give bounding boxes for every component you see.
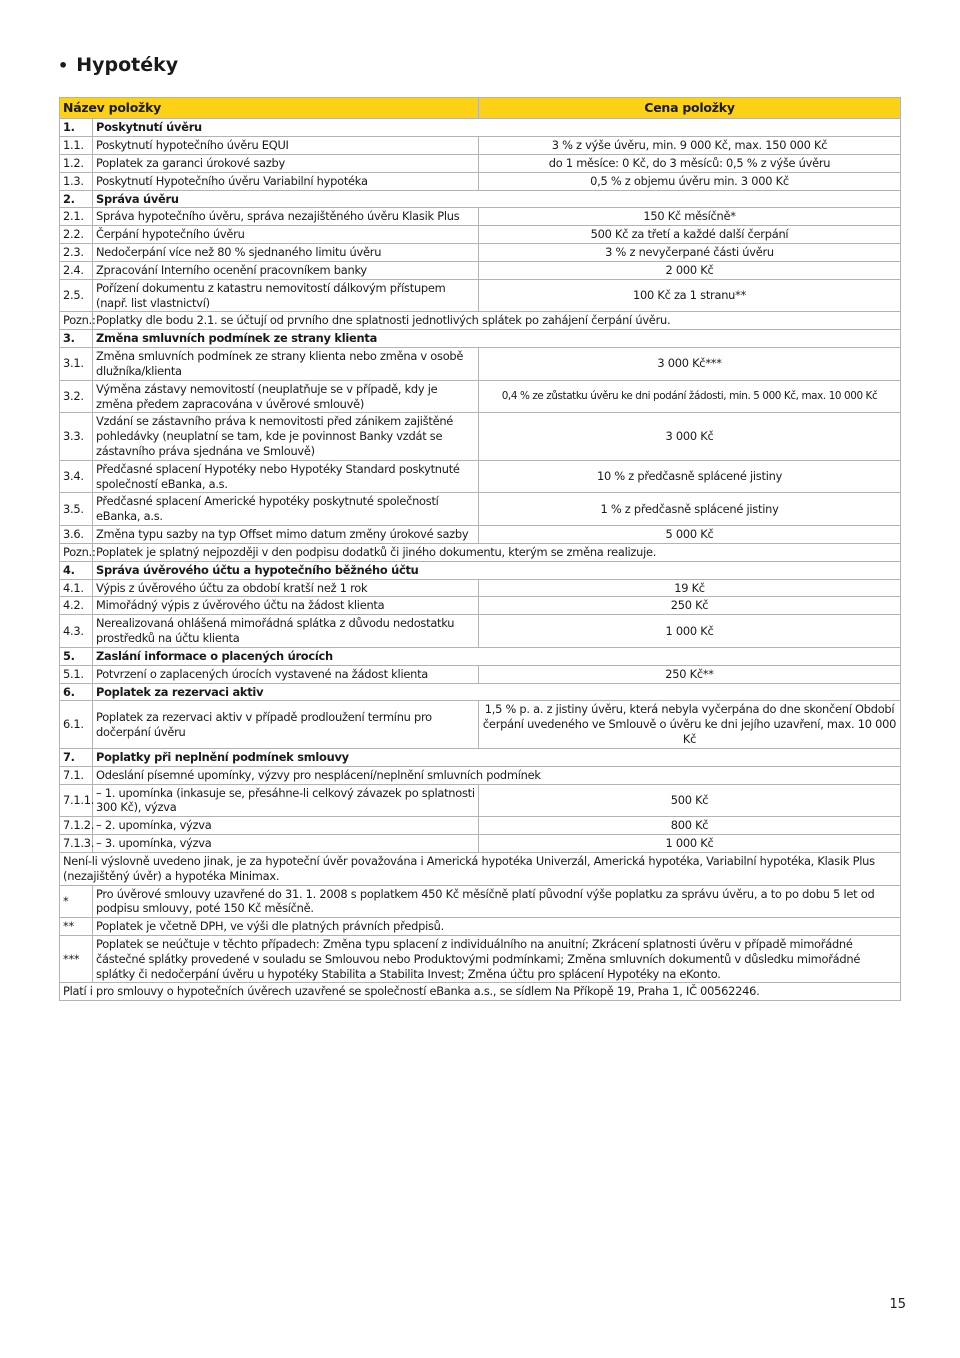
row-label: Výměna zástavy nemovitostí (neuplatňuje se v případě, kdy je změna předem zapracována v úvěrové smlouvě) — [93, 380, 479, 413]
row-number: 3.6. — [60, 526, 93, 544]
row-number: 7. — [60, 748, 93, 766]
row-price: 19 Kč — [479, 579, 901, 597]
row-label: Změna typu sazby na typ Offset mimo datum změny úrokové sazby — [93, 526, 479, 544]
table-row — [60, 154, 901, 172]
row-number: 7.1.1. — [60, 784, 93, 817]
table-row — [60, 597, 901, 615]
row-price: 0,5 % z objemu úvěru min. 3 000 Kč — [479, 172, 901, 190]
row-price: 100 Kč za 1 stranu** — [479, 279, 901, 312]
row-label: Správa hypotečního úvěru, správa nezajištěného úvěru Klasik Plus — [93, 208, 479, 226]
table-row — [60, 579, 901, 597]
table-row — [60, 261, 901, 279]
footnote-row — [60, 918, 901, 936]
row-price: 250 Kč** — [479, 665, 901, 683]
row-number: 7.1. — [60, 766, 93, 784]
table-row — [60, 784, 901, 817]
row-price: 3 000 Kč*** — [479, 348, 901, 381]
row-label: Poskytnutí hypotečního úvěru EQUI — [93, 137, 479, 155]
row-label: – 3. upomínka, výzva — [93, 835, 479, 853]
row-price: 1 000 Kč — [479, 615, 901, 648]
row-number: 6.1. — [60, 701, 93, 748]
row-number: 3.5. — [60, 493, 93, 526]
table-row — [60, 226, 901, 244]
note-text: Poplatek je splatný nejpozději v den podpisu dodatků či jiného dokumentu, kterým se změna realizuje. — [93, 543, 901, 561]
footnote-row — [60, 936, 901, 983]
row-label: Změna smluvních podmínek ze strany klienta — [93, 330, 901, 348]
note-text: Poplatky dle bodu 2.1. se účtují od prvního dne splatnosti jednotlivých splátek po zahájení čerpání úvěru. — [93, 312, 901, 330]
footnote-mark: * — [60, 885, 93, 918]
row-number: 1.2. — [60, 154, 93, 172]
footnote-row — [60, 885, 901, 918]
section-row — [60, 119, 901, 137]
price-table — [59, 97, 901, 1001]
table-row — [60, 137, 901, 155]
row-number: 3.2. — [60, 380, 93, 413]
row-number: 2.5. — [60, 279, 93, 312]
table-row — [60, 615, 901, 648]
header-price: Cena položky — [479, 98, 901, 119]
bullet-icon: • — [58, 55, 69, 75]
table-row — [60, 766, 901, 784]
table-row — [60, 835, 901, 853]
section-heading — [58, 54, 178, 76]
row-number: 3.4. — [60, 460, 93, 493]
row-number: 4.1. — [60, 579, 93, 597]
row-price: 150 Kč měsíčně* — [479, 208, 901, 226]
row-number: 4.2. — [60, 597, 93, 615]
row-number: 2.3. — [60, 244, 93, 262]
footnote-text: Pro úvěrové smlouvy uzavřené do 31. 1. 2008 s poplatkem 450 Kč měsíčně platí původní výše poplatku za správu úvěru, a to po dobu 5 let od podpisu smlouvy, poté 150 Kč měsíčně. — [93, 885, 901, 918]
row-price: 500 Kč za třetí a každé další čerpání — [479, 226, 901, 244]
row-price: 3 % z výše úvěru, min. 9 000 Kč, max. 150 000 Kč — [479, 137, 901, 155]
table-row — [60, 665, 901, 683]
section-row — [60, 683, 901, 701]
row-number: 2.1. — [60, 208, 93, 226]
row-number: 1. — [60, 119, 93, 137]
table-row — [60, 413, 901, 460]
row-price: 2 000 Kč — [479, 261, 901, 279]
row-price: 0,4 % ze zůstatku úvěru ke dni podání žádosti, min. 5 000 Kč, max. 10 000 Kč — [479, 380, 901, 413]
row-number: 6. — [60, 683, 93, 701]
row-label: Poplatky při neplnění podmínek smlouvy — [93, 748, 901, 766]
row-label: Správa úvěru — [93, 190, 901, 208]
row-label: Vzdání se zástavního práva k nemovitosti před zánikem zajištěné pohledávky (neuplatní se tam, kde je povinnost Banky vzdát se zástavního práva sjednána ve Smlouvě) — [93, 413, 479, 460]
row-label: Změna smluvních podmínek ze strany klienta nebo změna v osobě dlužníka/klienta — [93, 348, 479, 381]
row-number: 1.1. — [60, 137, 93, 155]
row-number: 2.2. — [60, 226, 93, 244]
table-row — [60, 460, 901, 493]
table-row — [60, 817, 901, 835]
row-number: 7.1.2. — [60, 817, 93, 835]
row-number: 7.1.3. — [60, 835, 93, 853]
table-row — [60, 244, 901, 262]
row-number: 2. — [60, 190, 93, 208]
row-price: do 1 měsíce: 0 Kč, do 3 měsíců: 0,5 % z výše úvěru — [479, 154, 901, 172]
row-price: 250 Kč — [479, 597, 901, 615]
row-label: Čerpání hypotečního úvěru — [93, 226, 479, 244]
row-label: Výpis z úvěrového účtu za období kratší než 1 rok — [93, 579, 479, 597]
table-header-row — [60, 98, 901, 119]
row-number: 2.4. — [60, 261, 93, 279]
table-row — [60, 208, 901, 226]
table-row — [60, 279, 901, 312]
row-label: – 1. upomínka (inkasuje se, přesáhne-li celkový závazek po splatnosti 300 Kč), výzva — [93, 784, 479, 817]
row-label: Nedočerpání více než 80 % sjednaného limitu úvěru — [93, 244, 479, 262]
row-label: Předčasné splacení Hypotéky nebo Hypotéky Standard poskytnuté společností eBanka, a.s. — [93, 460, 479, 493]
section-title: Hypotéky — [76, 54, 179, 76]
row-label: Poskytnutí Hypotečního úvěru Variabilní hypotéka — [93, 172, 479, 190]
row-price: 800 Kč — [479, 817, 901, 835]
row-number: Pozn.: — [60, 543, 93, 561]
row-number: 4.3. — [60, 615, 93, 648]
row-label: Zpracování Interního ocenění pracovníkem banky — [93, 261, 479, 279]
footnote-text: Není-li výslovně uvedeno jinak, je za hypoteční úvěr považována i Americká hypotéka Univerzál, Americká hypotéka, Variabilní hypotéka, Klasik Plus (nezajištěný úvěr) a hypotéka Minimax. — [60, 852, 901, 885]
row-number: 3.1. — [60, 348, 93, 381]
section-row — [60, 330, 901, 348]
footnote-row — [60, 852, 901, 885]
row-price: 1 % z předčasně splácené jistiny — [479, 493, 901, 526]
table-row — [60, 701, 901, 748]
footnote-text: Platí i pro smlouvy o hypotečních úvěrech uzavřené se společností eBanka a.s., se sídlem Na Příkopě 19, Praha 1, IČ 00562246. — [60, 983, 901, 1001]
section-row — [60, 561, 901, 579]
table-row — [60, 526, 901, 544]
row-label: Odeslání písemné upomínky, výzvy pro nesplácení/neplnění smluvních podmínek — [93, 766, 901, 784]
row-price: 500 Kč — [479, 784, 901, 817]
row-price: 1,5 % p. a. z jistiny úvěru, která nebyla vyčerpána do dne skončení Období čerpání uvedeného ve Smlouvě o úvěru ke dni jejího uzavření, max. 10 000 Kč — [479, 701, 901, 748]
note-row — [60, 312, 901, 330]
row-number: Pozn.: — [60, 312, 93, 330]
footnote-mark: ** — [60, 918, 93, 936]
row-label: Poskytnutí úvěru — [93, 119, 901, 137]
table-row — [60, 348, 901, 381]
footnote-text: Poplatek je včetně DPH, ve výši dle platných právních předpisů. — [93, 918, 901, 936]
row-label: Pořízení dokumentu z katastru nemovitostí dálkovým přístupem (např. list vlastnictví) — [93, 279, 479, 312]
row-label: Potvrzení o zaplacených úrocích vystavené na žádost klienta — [93, 665, 479, 683]
row-label: Poplatek za rezervaci aktiv — [93, 683, 901, 701]
row-number: 1.3. — [60, 172, 93, 190]
table-row — [60, 493, 901, 526]
row-price: 3 000 Kč — [479, 413, 901, 460]
row-price: 3 % z nevyčerpané části úvěru — [479, 244, 901, 262]
footnote-mark: *** — [60, 936, 93, 983]
row-label: Předčasné splacení Americké hypotéky poskytnuté společností eBanka, a.s. — [93, 493, 479, 526]
row-number: 5.1. — [60, 665, 93, 683]
section-row — [60, 647, 901, 665]
row-label: Mimořádný výpis z úvěrového účtu na žádost klienta — [93, 597, 479, 615]
section-row — [60, 748, 901, 766]
row-label: Zaslání informace o placených úrocích — [93, 647, 901, 665]
row-label: Poplatek za rezervaci aktiv v případě prodloužení termínu pro dočerpání úvěru — [93, 701, 479, 748]
row-label: Nerealizovaná ohlášená mimořádná splátka z důvodu nedostatku prostředků na účtu klienta — [93, 615, 479, 648]
footnote-row — [60, 983, 901, 1001]
row-number: 3. — [60, 330, 93, 348]
row-number: 4. — [60, 561, 93, 579]
header-name: Název položky — [60, 98, 479, 119]
row-price: 1 000 Kč — [479, 835, 901, 853]
table-row — [60, 172, 901, 190]
page-number: 15 — [889, 1297, 906, 1312]
row-label: Poplatek za garanci úrokové sazby — [93, 154, 479, 172]
footnote-text: Poplatek se neúčtuje v těchto případech: Změna typu splacení z individuálního na anuitní; Zkrácení splatnosti úvěru v případě mimořádné částečné splátky provedené v souladu se Smlouvou nebo Produktovými podmínkami; Změna smluvních dokumentů v důsledku mimořádné splátky či nedočerpání úvěru u hypotéky Stabilita a Stabilita Invest; Změna účtu pro splácení Hypotéky na eKonto. — [93, 936, 901, 983]
table-row — [60, 380, 901, 413]
row-label: Správa úvěrového účtu a hypotečního běžného účtu — [93, 561, 901, 579]
note-row — [60, 543, 901, 561]
section-row — [60, 190, 901, 208]
row-price: 10 % z předčasně splácené jistiny — [479, 460, 901, 493]
row-number: 5. — [60, 647, 93, 665]
row-label: – 2. upomínka, výzva — [93, 817, 479, 835]
row-number: 3.3. — [60, 413, 93, 460]
row-price: 5 000 Kč — [479, 526, 901, 544]
